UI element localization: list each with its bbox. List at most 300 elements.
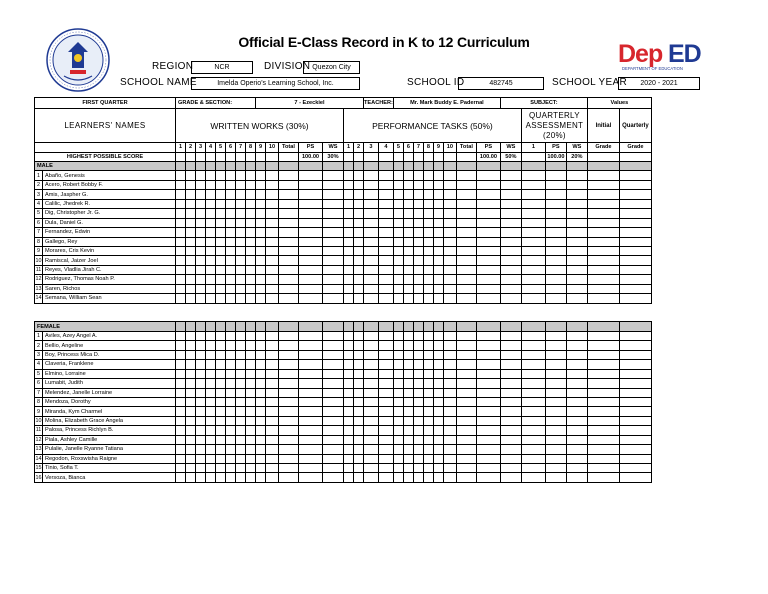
score-cell[interactable] (354, 341, 364, 350)
score-cell[interactable] (246, 331, 256, 340)
score-cell[interactable] (456, 426, 476, 435)
score-cell[interactable] (433, 171, 443, 180)
score-cell[interactable] (246, 360, 256, 369)
score-cell[interactable] (393, 228, 403, 237)
score-cell[interactable] (196, 397, 206, 406)
score-cell[interactable] (186, 209, 196, 218)
score-cell[interactable] (545, 350, 566, 359)
score-cell[interactable] (216, 256, 226, 265)
score-cell[interactable] (566, 454, 587, 463)
score-cell[interactable] (246, 284, 256, 293)
score-cell[interactable] (433, 360, 443, 369)
score-cell[interactable] (545, 369, 566, 378)
score-cell[interactable] (587, 426, 619, 435)
score-cell[interactable] (433, 407, 443, 416)
score-cell[interactable] (206, 284, 216, 293)
score-cell[interactable] (196, 237, 206, 246)
score-cell[interactable] (378, 199, 393, 208)
score-cell[interactable] (423, 369, 433, 378)
score-cell[interactable] (413, 275, 423, 284)
score-cell[interactable] (566, 464, 587, 473)
score-cell[interactable] (456, 228, 476, 237)
score-cell[interactable] (323, 388, 344, 397)
score-cell[interactable] (433, 209, 443, 218)
score-cell[interactable] (299, 445, 323, 454)
score-cell[interactable] (521, 454, 545, 463)
score-cell[interactable] (587, 209, 619, 218)
score-cell[interactable] (323, 171, 344, 180)
score-cell[interactable] (206, 209, 216, 218)
score-cell[interactable] (566, 284, 587, 293)
score-cell[interactable] (443, 407, 456, 416)
hps-cell[interactable] (433, 152, 443, 162)
score-cell[interactable] (354, 445, 364, 454)
score-cell[interactable] (299, 180, 323, 189)
score-cell[interactable] (423, 464, 433, 473)
score-cell[interactable] (206, 445, 216, 454)
score-cell[interactable] (226, 473, 236, 482)
score-cell[interactable] (456, 369, 476, 378)
score-cell[interactable] (521, 275, 545, 284)
score-cell[interactable] (299, 407, 323, 416)
score-cell[interactable] (216, 331, 226, 340)
score-cell[interactable] (256, 464, 266, 473)
score-cell[interactable] (364, 341, 379, 350)
score-cell[interactable] (176, 397, 186, 406)
score-cell[interactable] (226, 209, 236, 218)
score-cell[interactable] (323, 407, 344, 416)
score-cell[interactable] (423, 265, 433, 274)
score-cell[interactable] (443, 379, 456, 388)
score-cell[interactable] (216, 246, 226, 255)
score-cell[interactable] (619, 407, 651, 416)
score-cell[interactable] (413, 256, 423, 265)
score-cell[interactable] (196, 454, 206, 463)
score-cell[interactable] (500, 454, 521, 463)
score-cell[interactable] (226, 379, 236, 388)
score-cell[interactable] (456, 237, 476, 246)
score-cell[interactable] (266, 407, 279, 416)
score-cell[interactable] (256, 180, 266, 189)
score-cell[interactable] (545, 360, 566, 369)
score-cell[interactable] (500, 171, 521, 180)
score-cell[interactable] (206, 246, 216, 255)
score-cell[interactable] (176, 190, 186, 199)
score-cell[interactable] (443, 190, 456, 199)
score-cell[interactable] (344, 256, 354, 265)
score-cell[interactable] (619, 218, 651, 227)
score-cell[interactable] (176, 275, 186, 284)
score-cell[interactable] (196, 331, 206, 340)
score-cell[interactable] (279, 275, 299, 284)
score-cell[interactable] (226, 416, 236, 425)
score-cell[interactable] (566, 265, 587, 274)
score-cell[interactable] (236, 190, 246, 199)
score-cell[interactable] (323, 256, 344, 265)
score-cell[interactable] (566, 388, 587, 397)
score-cell[interactable] (456, 379, 476, 388)
score-cell[interactable] (521, 416, 545, 425)
score-cell[interactable] (226, 360, 236, 369)
score-cell[interactable] (344, 464, 354, 473)
score-cell[interactable] (433, 464, 443, 473)
score-cell[interactable] (378, 294, 393, 303)
score-cell[interactable] (266, 416, 279, 425)
school-id-field[interactable]: 482745 (458, 77, 544, 90)
score-cell[interactable] (299, 171, 323, 180)
score-cell[interactable] (364, 464, 379, 473)
score-cell[interactable] (236, 379, 246, 388)
score-cell[interactable] (443, 445, 456, 454)
score-cell[interactable] (364, 350, 379, 359)
score-cell[interactable] (456, 445, 476, 454)
score-cell[interactable] (206, 237, 216, 246)
score-cell[interactable] (206, 407, 216, 416)
score-cell[interactable] (393, 445, 403, 454)
score-cell[interactable] (216, 426, 226, 435)
score-cell[interactable] (393, 275, 403, 284)
score-cell[interactable] (236, 265, 246, 274)
score-cell[interactable] (196, 199, 206, 208)
score-cell[interactable] (433, 454, 443, 463)
score-cell[interactable] (279, 445, 299, 454)
score-cell[interactable] (344, 397, 354, 406)
score-cell[interactable] (619, 171, 651, 180)
score-cell[interactable] (176, 388, 186, 397)
score-cell[interactable] (226, 331, 236, 340)
score-cell[interactable] (403, 199, 413, 208)
school-year-field[interactable]: 2020 - 2021 (618, 77, 700, 90)
score-cell[interactable] (619, 464, 651, 473)
score-cell[interactable] (403, 473, 413, 482)
score-cell[interactable] (299, 331, 323, 340)
score-cell[interactable] (206, 256, 216, 265)
score-cell[interactable] (619, 454, 651, 463)
score-cell[interactable] (403, 237, 413, 246)
score-cell[interactable] (266, 454, 279, 463)
score-cell[interactable] (279, 199, 299, 208)
score-cell[interactable] (236, 209, 246, 218)
score-cell[interactable] (476, 445, 500, 454)
score-cell[interactable] (246, 218, 256, 227)
score-cell[interactable] (279, 284, 299, 293)
score-cell[interactable] (226, 171, 236, 180)
score-cell[interactable] (364, 265, 379, 274)
score-cell[interactable] (266, 275, 279, 284)
score-cell[interactable] (476, 228, 500, 237)
score-cell[interactable] (176, 407, 186, 416)
score-cell[interactable] (364, 360, 379, 369)
score-cell[interactable] (176, 454, 186, 463)
score-cell[interactable] (246, 237, 256, 246)
score-cell[interactable] (196, 445, 206, 454)
score-cell[interactable] (393, 341, 403, 350)
score-cell[interactable] (619, 341, 651, 350)
score-cell[interactable] (256, 379, 266, 388)
score-cell[interactable] (521, 180, 545, 189)
score-cell[interactable] (256, 209, 266, 218)
score-cell[interactable] (279, 369, 299, 378)
score-cell[interactable] (344, 246, 354, 255)
score-cell[interactable] (413, 265, 423, 274)
score-cell[interactable] (476, 407, 500, 416)
score-cell[interactable] (364, 256, 379, 265)
score-cell[interactable] (545, 265, 566, 274)
score-cell[interactable] (246, 473, 256, 482)
score-cell[interactable] (413, 473, 423, 482)
score-cell[interactable] (196, 388, 206, 397)
score-cell[interactable] (196, 369, 206, 378)
score-cell[interactable] (354, 199, 364, 208)
score-cell[interactable] (323, 209, 344, 218)
score-cell[interactable] (279, 228, 299, 237)
score-cell[interactable] (176, 246, 186, 255)
score-cell[interactable] (521, 265, 545, 274)
score-cell[interactable] (354, 180, 364, 189)
score-cell[interactable] (176, 228, 186, 237)
score-cell[interactable] (236, 464, 246, 473)
score-cell[interactable] (196, 218, 206, 227)
score-cell[interactable] (256, 369, 266, 378)
score-cell[interactable] (413, 454, 423, 463)
score-cell[interactable] (423, 341, 433, 350)
score-cell[interactable] (226, 190, 236, 199)
score-cell[interactable] (279, 209, 299, 218)
score-cell[interactable] (206, 331, 216, 340)
score-cell[interactable] (364, 407, 379, 416)
score-cell[interactable] (423, 388, 433, 397)
score-cell[interactable] (196, 294, 206, 303)
score-cell[interactable] (443, 397, 456, 406)
score-cell[interactable] (236, 275, 246, 284)
score-cell[interactable] (176, 171, 186, 180)
score-cell[interactable] (186, 435, 196, 444)
score-cell[interactable] (279, 397, 299, 406)
score-cell[interactable] (354, 397, 364, 406)
score-cell[interactable] (500, 445, 521, 454)
score-cell[interactable] (236, 416, 246, 425)
score-cell[interactable] (266, 256, 279, 265)
score-cell[interactable] (423, 426, 433, 435)
hps-cell[interactable] (443, 152, 456, 162)
score-cell[interactable] (206, 265, 216, 274)
score-cell[interactable] (246, 256, 256, 265)
score-cell[interactable] (433, 228, 443, 237)
score-cell[interactable] (500, 190, 521, 199)
score-cell[interactable] (378, 331, 393, 340)
score-cell[interactable] (500, 284, 521, 293)
score-cell[interactable] (443, 246, 456, 255)
score-cell[interactable] (354, 246, 364, 255)
score-cell[interactable] (378, 218, 393, 227)
score-cell[interactable] (521, 388, 545, 397)
score-cell[interactable] (545, 454, 566, 463)
score-cell[interactable] (226, 454, 236, 463)
score-cell[interactable] (521, 237, 545, 246)
score-cell[interactable] (186, 454, 196, 463)
score-cell[interactable] (279, 407, 299, 416)
score-cell[interactable] (500, 237, 521, 246)
score-cell[interactable] (246, 228, 256, 237)
score-cell[interactable] (423, 284, 433, 293)
score-cell[interactable] (433, 199, 443, 208)
score-cell[interactable] (364, 294, 379, 303)
score-cell[interactable] (566, 331, 587, 340)
score-cell[interactable] (256, 454, 266, 463)
score-cell[interactable] (344, 369, 354, 378)
score-cell[interactable] (500, 350, 521, 359)
score-cell[interactable] (256, 388, 266, 397)
score-cell[interactable] (236, 284, 246, 293)
score-cell[interactable] (186, 284, 196, 293)
score-cell[interactable] (216, 180, 226, 189)
score-cell[interactable] (364, 199, 379, 208)
score-cell[interactable] (378, 256, 393, 265)
score-cell[interactable] (364, 454, 379, 463)
score-cell[interactable] (246, 379, 256, 388)
score-cell[interactable] (364, 435, 379, 444)
score-cell[interactable] (206, 397, 216, 406)
score-cell[interactable] (500, 218, 521, 227)
score-cell[interactable] (619, 360, 651, 369)
score-cell[interactable] (378, 397, 393, 406)
score-cell[interactable] (566, 407, 587, 416)
score-cell[interactable] (256, 199, 266, 208)
score-cell[interactable] (206, 350, 216, 359)
score-cell[interactable] (456, 218, 476, 227)
score-cell[interactable] (226, 397, 236, 406)
score-cell[interactable] (566, 237, 587, 246)
score-cell[interactable] (196, 246, 206, 255)
score-cell[interactable] (403, 228, 413, 237)
score-cell[interactable] (423, 275, 433, 284)
score-cell[interactable] (566, 180, 587, 189)
score-cell[interactable] (266, 397, 279, 406)
score-cell[interactable] (323, 294, 344, 303)
score-cell[interactable] (566, 190, 587, 199)
score-cell[interactable] (443, 331, 456, 340)
score-cell[interactable] (206, 341, 216, 350)
score-cell[interactable] (393, 379, 403, 388)
score-cell[interactable] (443, 416, 456, 425)
score-cell[interactable] (545, 341, 566, 350)
score-cell[interactable] (256, 331, 266, 340)
score-cell[interactable] (246, 341, 256, 350)
score-cell[interactable] (433, 341, 443, 350)
score-cell[interactable] (256, 265, 266, 274)
score-cell[interactable] (456, 464, 476, 473)
score-cell[interactable] (566, 350, 587, 359)
score-cell[interactable] (521, 464, 545, 473)
score-cell[interactable] (619, 209, 651, 218)
score-cell[interactable] (186, 473, 196, 482)
score-cell[interactable] (500, 180, 521, 189)
score-cell[interactable] (256, 360, 266, 369)
hps-cell[interactable] (413, 152, 423, 162)
score-cell[interactable] (279, 426, 299, 435)
score-cell[interactable] (226, 426, 236, 435)
score-cell[interactable] (364, 397, 379, 406)
score-cell[interactable] (403, 171, 413, 180)
score-cell[interactable] (299, 388, 323, 397)
score-cell[interactable] (279, 341, 299, 350)
score-cell[interactable] (206, 426, 216, 435)
score-cell[interactable] (423, 180, 433, 189)
score-cell[interactable] (196, 379, 206, 388)
score-cell[interactable] (354, 218, 364, 227)
score-cell[interactable] (500, 397, 521, 406)
score-cell[interactable] (206, 464, 216, 473)
score-cell[interactable] (186, 256, 196, 265)
score-cell[interactable] (619, 350, 651, 359)
score-cell[interactable] (266, 388, 279, 397)
score-cell[interactable] (216, 416, 226, 425)
score-cell[interactable] (545, 284, 566, 293)
score-cell[interactable] (521, 445, 545, 454)
hps-cell[interactable] (403, 152, 413, 162)
score-cell[interactable] (433, 275, 443, 284)
score-cell[interactable] (403, 209, 413, 218)
score-cell[interactable] (226, 199, 236, 208)
score-cell[interactable] (393, 435, 403, 444)
score-cell[interactable] (521, 379, 545, 388)
score-cell[interactable] (500, 388, 521, 397)
score-cell[interactable] (216, 397, 226, 406)
score-cell[interactable] (443, 209, 456, 218)
score-cell[interactable] (413, 388, 423, 397)
score-cell[interactable] (476, 218, 500, 227)
score-cell[interactable] (323, 416, 344, 425)
score-cell[interactable] (186, 445, 196, 454)
score-cell[interactable] (266, 199, 279, 208)
score-cell[interactable] (354, 464, 364, 473)
score-cell[interactable] (403, 180, 413, 189)
hps-cell[interactable] (423, 152, 433, 162)
score-cell[interactable] (413, 360, 423, 369)
score-cell[interactable] (619, 284, 651, 293)
score-cell[interactable] (423, 190, 433, 199)
score-cell[interactable] (266, 435, 279, 444)
score-cell[interactable] (566, 246, 587, 255)
score-cell[interactable] (176, 237, 186, 246)
score-cell[interactable] (423, 228, 433, 237)
score-cell[interactable] (443, 265, 456, 274)
score-cell[interactable] (246, 209, 256, 218)
score-cell[interactable] (587, 246, 619, 255)
score-cell[interactable] (299, 369, 323, 378)
score-cell[interactable] (443, 199, 456, 208)
score-cell[interactable] (344, 228, 354, 237)
score-cell[interactable] (378, 265, 393, 274)
score-cell[interactable] (236, 237, 246, 246)
score-cell[interactable] (186, 379, 196, 388)
score-cell[interactable] (216, 341, 226, 350)
score-cell[interactable] (344, 284, 354, 293)
score-cell[interactable] (413, 199, 423, 208)
score-cell[interactable] (176, 473, 186, 482)
score-cell[interactable] (246, 180, 256, 189)
score-cell[interactable] (566, 379, 587, 388)
score-cell[interactable] (476, 388, 500, 397)
score-cell[interactable] (521, 397, 545, 406)
score-cell[interactable] (403, 407, 413, 416)
score-cell[interactable] (354, 379, 364, 388)
score-cell[interactable] (246, 369, 256, 378)
score-cell[interactable] (521, 190, 545, 199)
score-cell[interactable] (521, 426, 545, 435)
score-cell[interactable] (206, 360, 216, 369)
score-cell[interactable] (476, 416, 500, 425)
